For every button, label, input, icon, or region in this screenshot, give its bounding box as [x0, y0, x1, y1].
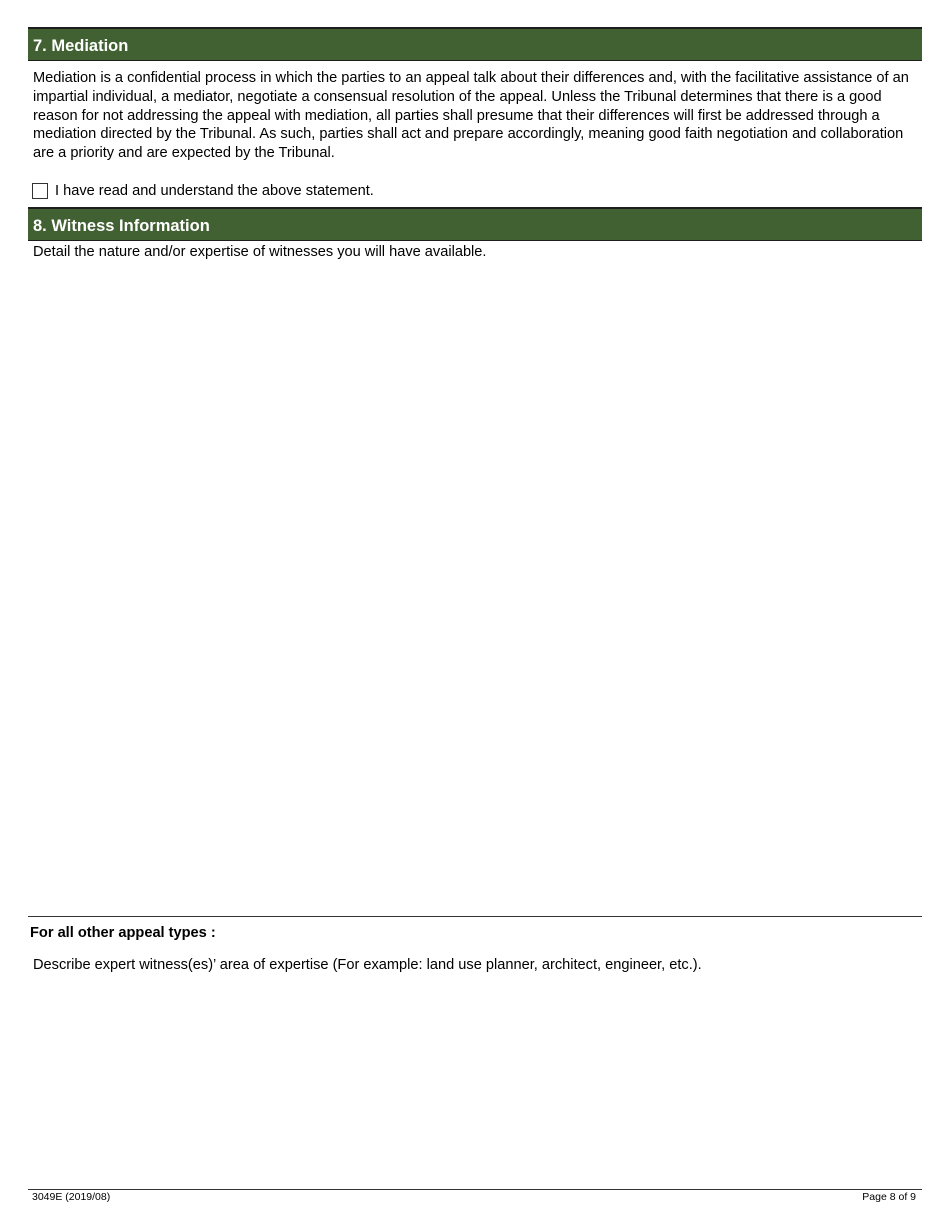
expert-witness-instruction: Describe expert witness(es)’ area of expertise (For example: land use planner, architect, engineer, etc.). [33, 956, 702, 973]
section-7-title: 7. Mediation [33, 37, 129, 55]
acknowledgement-label: I have read and understand the above statement. [55, 182, 374, 199]
section-7-header [28, 27, 922, 61]
page-number: Page 8 of 9 [862, 1191, 916, 1203]
witness-instruction: Detail the nature and/or expertise of witnesses you will have available. [33, 243, 487, 260]
section-8-title: 8. Witness Information [33, 216, 210, 235]
witness-details-field[interactable] [28, 264, 922, 916]
mediation-statement: Mediation is a confidential process in which the parties to an appeal talk about their differences and, with the facilitative assistance of an impartial individual, a mediator, negotiate a consensual resolution of the appeal. Unless the Tribunal determines that there is a good reason for not addressing the appeal with mediation, all parties shall presume that their differences will first be addressed through a mediation directed by the Tribunal. As such, parties shall act and prepare accordingly, meaning good faith negotiation and collaboration are a priority and are expected by the Tribunal. [33, 70, 909, 162]
form-page [28, 27, 922, 973]
other-appeal-types-heading: For all other appeal types : [30, 924, 216, 941]
acknowledgement-row[interactable] [28, 181, 922, 201]
acknowledgement-checkbox[interactable] [32, 183, 48, 199]
form-code: 3049E (2019/08) [32, 1191, 111, 1203]
page-footer [28, 1189, 922, 1203]
section-8-header [28, 207, 922, 241]
